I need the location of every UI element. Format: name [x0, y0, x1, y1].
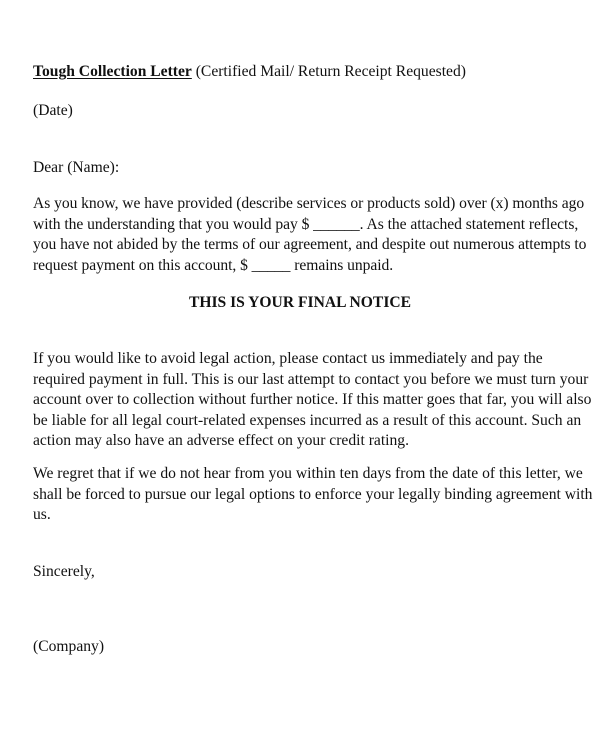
letter-title: Tough Collection Letter [33, 63, 192, 80]
date-placeholder: (Date) [33, 102, 73, 119]
paragraph-line: be liable for all legal court-related expenses incurred as a result of this account. Such an [33, 411, 582, 429]
closing: Sincerely, [33, 563, 95, 580]
paragraph-line: As you know, we have provided (describe services or products sold) over (x) months ago [33, 195, 585, 212]
paragraph-line: account over to collection without further notice. If this matter goes that far, you will also [33, 391, 592, 408]
paragraph-line: We regret that if we do not hear from you within ten days from the date of this letter, we [33, 465, 583, 482]
signature-placeholder: (Company) [33, 638, 105, 655]
paragraph-line: with the understanding that you would pay $ ______. As the attached statement reflects, [33, 215, 579, 233]
paragraph-regret [33, 464, 592, 526]
final-notice-heading: THIS IS YOUR FINAL NOTICE [188, 294, 412, 311]
letter-heading [33, 62, 466, 81]
paragraph-line: shall be forced to pursue our legal options to enforce your legally binding agreement with [33, 485, 593, 503]
paragraph-line: action may also have an adverse effect on your credit rating. [33, 432, 409, 449]
paragraph-intro [33, 194, 586, 276]
paragraph-line: you have not abided by the terms of our agreement, and despite out numerous attempts to [33, 236, 587, 253]
paragraph-line: If you would like to avoid legal action, please contact us immediately and pay the [33, 350, 543, 367]
paragraph-line: us. [33, 506, 51, 523]
paragraph-line: required payment in full. This is our last attempt to contact you before we must turn your [33, 370, 589, 388]
paragraph-line: request payment on this account, $ _____ remains unpaid. [33, 256, 394, 274]
paragraph-legal-action [33, 349, 591, 452]
letter-title-note: (Certified Mail/ Return Receipt Requested) [191, 63, 466, 80]
salutation: Dear (Name): [33, 159, 120, 176]
